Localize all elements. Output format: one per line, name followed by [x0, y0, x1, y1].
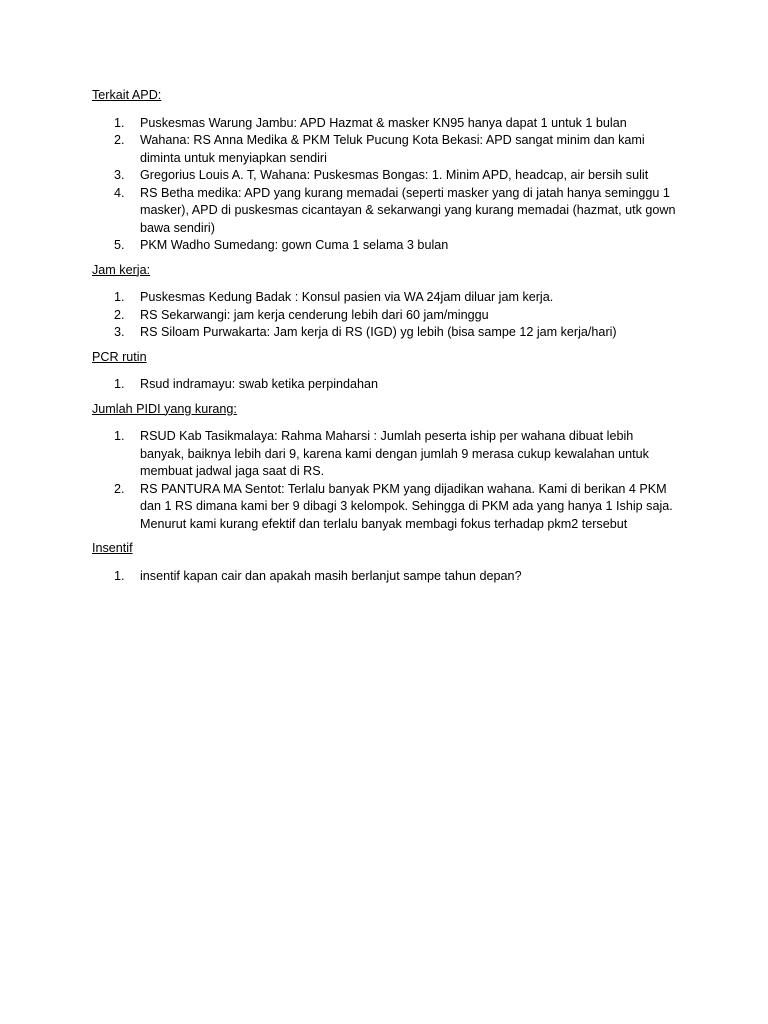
list-item-text: RS PANTURA MA Sentot: Terlalu banyak PKM yang dijadikan wahana. Kami di berikan 4 PKM dan 1 RS dimana kami ber 9 dibagi 3 kelompok. Sehingga di PKM ada yang hanya 1 Iship saja. Menurut kami kurang efektif dan terlalu banyak membagi fokus terhadap pkm2 tersebut — [140, 481, 673, 531]
list-number: 4. — [114, 185, 125, 200]
list-item-text: RSUD Kab Tasikmalaya: Rahma Maharsi : Jumlah peserta iship per wahana dibuat lebih banyak, baiknya lebih dari 9, karena kami dengan jumlah 9 merasa cukup kewalahan untuk membuat jadwal jaga saat di RS. — [140, 429, 649, 478]
list-number: 2. — [114, 307, 125, 322]
list-item — [92, 115, 680, 133]
list-item-text: RS Siloam Purwakarta: Jam kerja di RS (IGD) yg lebih (bisa sampe 12 jam kerja/hari) — [140, 325, 617, 339]
list-number: 3. — [114, 168, 125, 182]
section-heading: PCR rutin — [92, 349, 147, 364]
section-terkait-apd — [92, 87, 728, 255]
list-item-text: Gregorius Louis A. T, Wahana: Puskesmas Bongas: 1. Minim APD, headcap, air bersih sulit — [140, 168, 649, 182]
list-number: 1. — [114, 115, 125, 130]
list-item-text: Wahana: RS Anna Medika & PKM Teluk Pucung Kota Bekasi: APD sangat minim dan kami diminta untuk menyiapkan sendiri — [140, 133, 645, 165]
section-jam-kerja — [92, 262, 728, 342]
list-item-text: RS Betha medika: APD yang kurang memadai (seperti masker yang di jatah hanya seminggu 1 masker), APD di puskesmas cicantayan & sekarwangi yang kurang memadai (hazmat, utk gown bawa sendiri) — [140, 185, 676, 235]
numbered-list — [92, 568, 728, 586]
list-number: 1. — [114, 290, 125, 304]
numbered-list — [92, 289, 728, 342]
list-item — [92, 237, 680, 255]
numbered-list — [92, 428, 728, 533]
section-insentif — [92, 540, 728, 585]
list-number: 5. — [114, 238, 125, 252]
list-item — [92, 132, 680, 167]
section-heading: Jam kerja: — [92, 262, 151, 277]
list-item — [92, 289, 680, 307]
numbered-list — [92, 376, 728, 394]
list-item — [92, 428, 680, 481]
list-item — [92, 568, 680, 586]
list-item — [92, 481, 680, 534]
list-number: 1. — [114, 568, 125, 583]
section-jumlah-pidi — [92, 401, 728, 534]
list-item — [92, 167, 680, 185]
list-number: 2. — [114, 133, 125, 147]
list-number: 3. — [114, 325, 125, 339]
list-item-text: Rsud indramayu: swab ketika perpindahan — [140, 377, 379, 391]
list-number: 1. — [114, 429, 125, 443]
section-heading: Insentif — [92, 541, 133, 555]
list-item-text: PKM Wadho Sumedang: gown Cuma 1 selama 3 bulan — [140, 238, 449, 252]
list-number: 2. — [114, 481, 125, 496]
section-heading: Jumlah PIDI yang kurang: — [92, 401, 237, 416]
list-item — [92, 324, 680, 342]
list-number: 1. — [114, 377, 125, 391]
list-item-text: Puskesmas Kedung Badak : Konsul pasien via WA 24jam diluar jam kerja. — [140, 290, 554, 304]
numbered-list — [92, 115, 728, 255]
list-item — [92, 376, 680, 394]
list-item-text: Puskesmas Warung Jambu: APD Hazmat & masker KN95 hanya dapat 1 untuk 1 bulan — [140, 115, 627, 130]
list-item-text: insentif kapan cair dan apakah masih berlanjut sampe tahun depan? — [140, 568, 522, 583]
list-item-text: RS Sekarwangi: jam kerja cenderung lebih dari 60 jam/minggu — [140, 307, 489, 322]
list-item — [92, 307, 680, 325]
section-pcr-rutin — [92, 349, 728, 394]
list-item — [92, 185, 680, 238]
section-heading: Terkait APD: — [92, 88, 162, 102]
